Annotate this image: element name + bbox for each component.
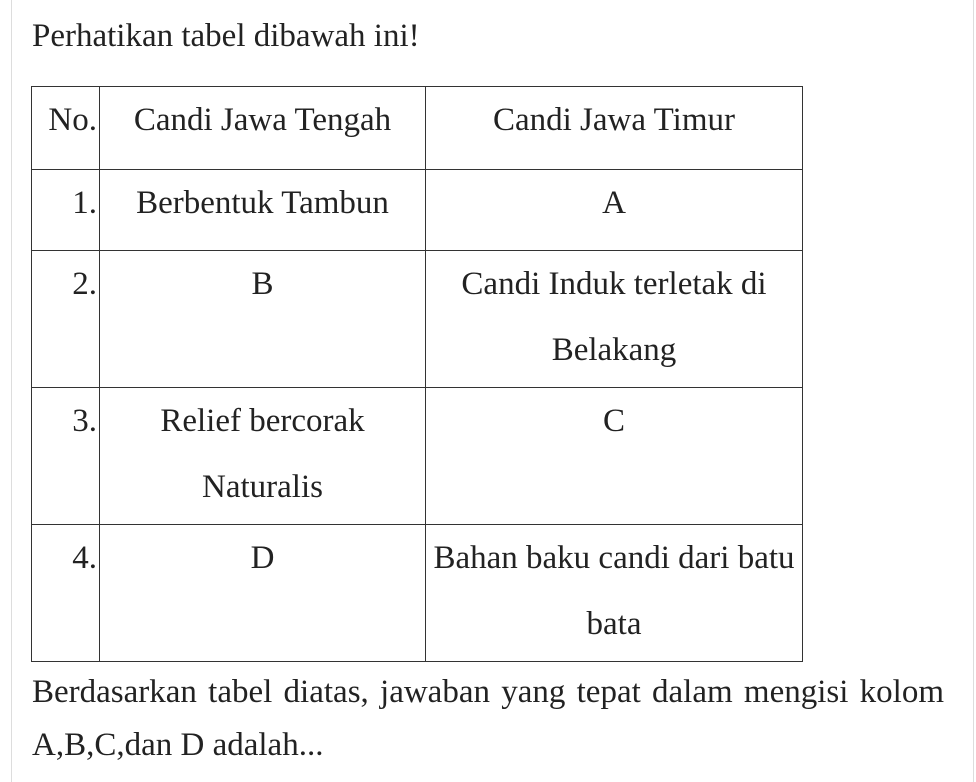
cell-jawa-tengah: Berbentuk Tambun [100,170,426,251]
row-number: 4. [32,525,100,662]
table-row [32,525,803,662]
table-row [32,170,803,251]
table-row [32,251,803,388]
table-row [32,388,803,525]
right-border-line [973,0,974,782]
instruction-text: Perhatikan tabel dibawah ini! [32,18,420,54]
left-border-line [11,0,12,782]
cell-jawa-timur: A [426,170,803,251]
header-no: No. [32,87,100,170]
table-header-row [32,87,803,170]
row-number: 2. [32,251,100,388]
cell-jawa-tengah: D [100,525,426,662]
candi-table [31,86,803,662]
header-jawa-timur: Candi Jawa Timur [426,87,803,170]
row-number: 1. [32,170,100,251]
question-text: Berdasarkan tabel diatas, jawaban yang tepat dalam mengisi kolom A,B,C,dan D adalah... [32,674,944,763]
header-jawa-tengah: Candi Jawa Tengah [100,87,426,170]
row-number: 3. [32,388,100,525]
cell-jawa-timur: Bahan baku candi dari batu bata [426,525,803,662]
cell-jawa-tengah: B [100,251,426,388]
cell-jawa-timur: C [426,388,803,525]
cell-jawa-timur: Candi Induk terletak di Belakang [426,251,803,388]
cell-jawa-tengah: Relief bercorak Naturalis [100,388,426,525]
